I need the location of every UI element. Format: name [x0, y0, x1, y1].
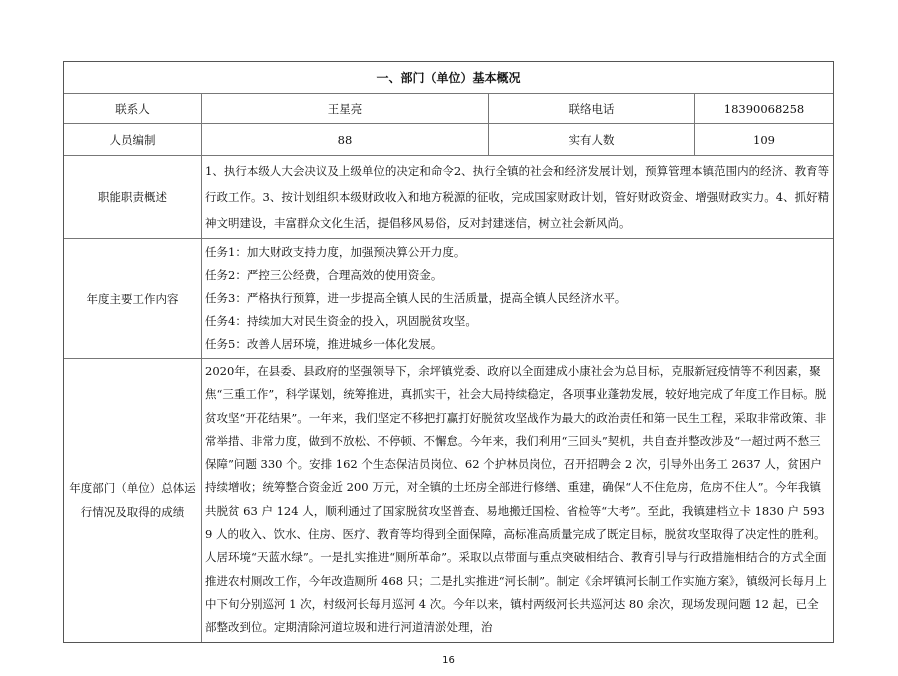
actual-staff-value: 109 [694, 124, 833, 155]
task-item: 任务5：改善人居环境，推进城乡一体化发展。 [205, 337, 443, 351]
staff-quota-value: 88 [201, 124, 488, 155]
task-item: 任务2：严控三公经费，合理高效的使用资金。 [205, 268, 443, 282]
work-label: 年度主要工作内容 [86, 291, 179, 306]
results-row [64, 358, 833, 642]
results-label: 年度部门（单位）总体运行情况及取得的成绩 [69, 481, 196, 520]
task-item: 任务4：持续加大对民生资金的投入，巩固脱贫攻坚。 [205, 314, 477, 328]
duties-label: 职能职责概述 [98, 190, 167, 204]
task-item: 任务1：加大财政支持力度，加强预决算公开力度。 [205, 245, 466, 259]
results-text: 2020年，在县委、县政府的坚强领导下，余坪镇党委、政府以全面建成小康社会为总目标，克服新冠疫情等不利因素，聚焦“三重工作”，科学谋划，统筹推进，真抓实干，社会大局持续稳定，各项事业蓬勃发展，较好地完成了年度工作目标。脱贫攻坚“开花结果”。一年来，我们坚定不移把打赢打好脱贫攻坚战作为最大的政治责任和第一民生工程，采取非常政策、非常举措、非常力度，做到不放松、不停顿、不懈怠。今年来，我们利用“三回头”契机，共自查并整改涉及“一超过两不愁三保障”问题 330 个。安排 162 个生态保洁员岗位、62 个护林员岗位，召开招聘会 2 次，引导外出务工 2637 人，贫困户持续增收；统筹整合资金近 200 万元，对全镇的土坯房全部进行修缮、重建，确保“人不住危房，危房不住人”。今年我镇共脱贫 63 户 124 人，顺利通过了国家脱贫攻坚普查、易地搬迁国检、省检等“大考”。至此，我镇建档立卡 1830 户 5939 人的收入、饮水、住房、医疗、教育等均得到全面保障，高标准高质量完成了既定目标，脱贫攻坚取得了决定性的胜利。人居环境“天蓝水绿”。一是扎实推进“厕所革命”。采取以点带面与重点突破相结合、教育引导与行政措施相结合的方式全面推进农村厕改工作，今年改造厕所 468 只；二是扎实推进“河长制”。制定《余坪镇河长制工作实施方案》，镇级河长每月上中下旬分别巡河 1 次，村级河长每月巡河 4 次。今年以来，镇村两级河长共巡河达 80 余次，现场发现问题 12 起，已全部整改到位。定期清除河道垃圾和进行河道清淤处理，治 [201, 359, 833, 642]
staff-row [64, 123, 833, 155]
phone-label: 联络电话 [488, 94, 694, 123]
contact-row [64, 93, 833, 123]
phone-value: 18390068258 [694, 94, 833, 123]
work-row [64, 238, 833, 358]
page-number: 16 [442, 654, 455, 666]
task-list [201, 239, 833, 358]
overview-table [63, 61, 834, 643]
contact-value: 王星亮 [201, 94, 488, 123]
staff-quota-label: 人员编制 [109, 132, 156, 147]
title-row [64, 62, 833, 93]
task-item: 任务3：严格执行预算，进一步提高全镇人民的生活质量，提高全镇人民经济水平。 [205, 291, 627, 305]
duties-text: 1、执行本级人大会决议及上级单位的决定和命令2、执行全镇的社会和经济发展计划，预算管理本镇范围内的经济、教育等行政工作。3、按计划组织本级财政收入和地方税源的征收，完成国家财政计划，管好财政资金、增强财政实力。4、抓好精神文明建设，丰富群众文化生活，提倡移风易俗，反对封建迷信，树立社会新风尚。 [201, 156, 833, 238]
section-title: 一、部门（单位）基本概况 [376, 71, 521, 85]
duties-row [64, 155, 833, 238]
actual-staff-label: 实有人数 [488, 124, 694, 155]
contact-label: 联系人 [115, 101, 150, 116]
